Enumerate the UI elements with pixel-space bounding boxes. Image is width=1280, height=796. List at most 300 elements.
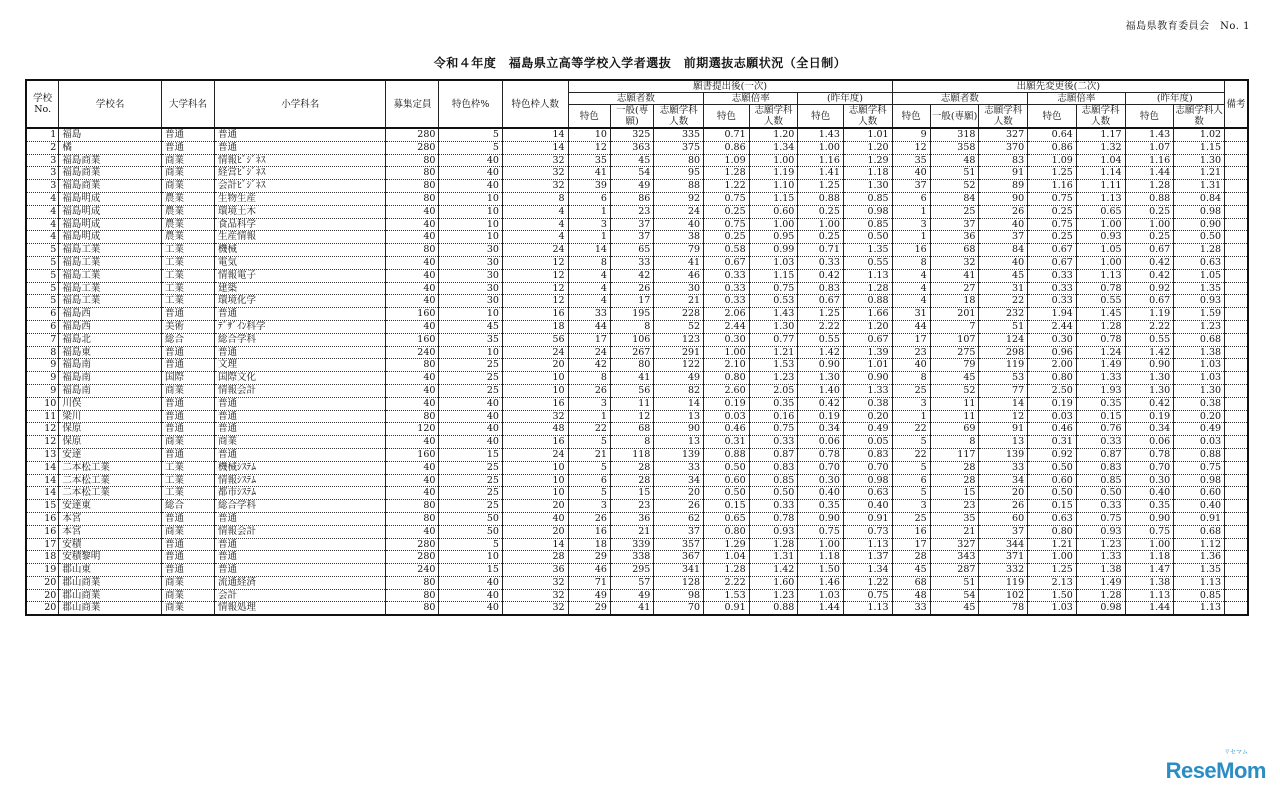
- table-cell: 1.13: [1076, 269, 1125, 282]
- table-cell: 52: [930, 384, 979, 397]
- table-cell: 56: [502, 333, 568, 346]
- table-cell: 118: [610, 448, 653, 461]
- table-cell: 情報ｼｽﾃﾑ: [214, 474, 386, 487]
- table-cell: 28: [892, 551, 930, 564]
- header-spec-num: 特色枠人数: [502, 80, 568, 128]
- table-cell: 25: [892, 384, 930, 397]
- table-cell: 13: [979, 436, 1028, 449]
- table-cell: 0.96: [1028, 346, 1077, 359]
- table-cell: 1.19: [1125, 308, 1174, 321]
- table-cell: 0.60: [749, 205, 798, 218]
- header-spec-pct: 特色枠%: [439, 80, 503, 128]
- table-cell: 40: [386, 372, 439, 385]
- table-cell: 1.25: [798, 180, 844, 193]
- table-cell: 24: [502, 448, 568, 461]
- table-cell: 普通: [162, 359, 215, 372]
- table-cell: 4: [568, 282, 610, 295]
- table-cell: 1.38: [1125, 576, 1174, 589]
- table-cell: 1.15: [1174, 141, 1225, 154]
- remarks-cell: [1225, 384, 1248, 397]
- table-cell: 26: [610, 282, 653, 295]
- table-cell: 1.35: [1174, 282, 1225, 295]
- table-cell: 0.03: [704, 410, 750, 423]
- table-cell: 1.13: [1174, 576, 1225, 589]
- table-cell: 0.25: [798, 231, 844, 244]
- table-cell: 287: [930, 564, 979, 577]
- header-ratio-1: 志願倍率: [704, 93, 798, 105]
- table-cell: 1.18: [798, 551, 844, 564]
- table-cell: 1.20: [843, 141, 892, 154]
- table-cell: 122: [654, 359, 704, 372]
- table-cell: 41: [568, 167, 610, 180]
- header-shiganka: 志願学科人数: [979, 105, 1028, 129]
- table-cell: 1.34: [843, 564, 892, 577]
- table-cell: 12: [26, 423, 59, 436]
- table-cell: 45: [979, 269, 1028, 282]
- table-cell: 21: [654, 295, 704, 308]
- table-cell: 工業: [162, 487, 215, 500]
- table-cell: 22: [568, 423, 610, 436]
- table-cell: 6: [892, 192, 930, 205]
- table-cell: 8: [502, 192, 568, 205]
- table-cell: 0.40: [1174, 500, 1225, 513]
- header-tokushoku: 特色: [1125, 105, 1174, 129]
- table-cell: 5: [26, 295, 59, 308]
- table-cell: 29: [568, 602, 610, 615]
- table-cell: 77: [979, 384, 1028, 397]
- table-cell: 40: [439, 410, 503, 423]
- table-cell: 0.42: [1125, 397, 1174, 410]
- table-cell: 358: [930, 141, 979, 154]
- table-cell: 0.83: [1076, 461, 1125, 474]
- table-cell: 普通: [162, 423, 215, 436]
- table-cell: 1.53: [704, 589, 750, 602]
- table-cell: 二本松工業: [59, 487, 162, 500]
- table-cell: 9: [892, 128, 930, 141]
- table-row: [26, 474, 1248, 487]
- table-cell: 1: [568, 205, 610, 218]
- table-cell: 商業: [214, 436, 386, 449]
- remarks-cell: [1225, 602, 1248, 615]
- table-cell: 0.46: [1028, 423, 1077, 436]
- table-cell: 国際文化: [214, 372, 386, 385]
- table-cell: 普通: [214, 551, 386, 564]
- issuer-label: 福島県教育委員会 No. 1: [1125, 21, 1250, 32]
- table-cell: 10: [502, 474, 568, 487]
- table-cell: 1.30: [749, 320, 798, 333]
- table-cell: 普通: [162, 141, 215, 154]
- table-cell: 二本松工業: [59, 474, 162, 487]
- table-cell: 51: [930, 167, 979, 180]
- table-cell: 0.93: [1076, 231, 1125, 244]
- table-row: [26, 500, 1248, 513]
- table-cell: 安積黎明: [59, 551, 162, 564]
- table-cell: 0.98: [1076, 602, 1125, 615]
- table-cell: 37: [979, 231, 1028, 244]
- table-cell: 139: [654, 448, 704, 461]
- table-cell: 1: [26, 128, 59, 141]
- table-cell: 44: [568, 320, 610, 333]
- table-cell: 0.33: [1076, 500, 1125, 513]
- remarks-cell: [1225, 551, 1248, 564]
- table-cell: 総合学科: [214, 333, 386, 346]
- table-cell: 0.67: [1125, 244, 1174, 257]
- table-cell: 1.28: [1174, 244, 1225, 257]
- remarks-cell: [1225, 256, 1248, 269]
- table-cell: 1: [892, 410, 930, 423]
- table-cell: 33: [568, 308, 610, 321]
- table-cell: 0.16: [749, 410, 798, 423]
- table-cell: 40: [386, 525, 439, 538]
- table-cell: 普通: [162, 346, 215, 359]
- table-cell: 保原: [59, 436, 162, 449]
- table-cell: 1.03: [749, 256, 798, 269]
- table-cell: 0.91: [704, 602, 750, 615]
- table-cell: 295: [610, 564, 653, 577]
- table-cell: 0.19: [1125, 410, 1174, 423]
- table-cell: 0.78: [1076, 282, 1125, 295]
- table-cell: 0.93: [1174, 295, 1225, 308]
- table-cell: 0.33: [749, 500, 798, 513]
- table-cell: 107: [930, 333, 979, 346]
- table-body: [26, 128, 1248, 615]
- table-cell: 0.38: [1174, 397, 1225, 410]
- table-cell: 24: [568, 346, 610, 359]
- table-cell: 1.25: [1028, 564, 1077, 577]
- table-cell: 2.22: [704, 576, 750, 589]
- table-cell: 80: [386, 359, 439, 372]
- table-cell: 1.33: [843, 384, 892, 397]
- table-cell: 280: [386, 141, 439, 154]
- table-cell: 0.88: [1125, 192, 1174, 205]
- table-cell: 10: [439, 205, 503, 218]
- table-cell: 22: [892, 448, 930, 461]
- table-cell: 1.29: [843, 154, 892, 167]
- table-cell: 1.60: [749, 576, 798, 589]
- table-cell: 総合: [162, 500, 215, 513]
- table-cell: 5: [439, 141, 503, 154]
- table-cell: 40: [386, 269, 439, 282]
- table-cell: 14: [502, 141, 568, 154]
- table-cell: 1.28: [704, 564, 750, 577]
- table-cell: 40: [386, 474, 439, 487]
- table-cell: 工業: [162, 269, 215, 282]
- header-school-name: 学校名: [59, 80, 162, 128]
- table-cell: 83: [979, 154, 1028, 167]
- table-cell: 商業: [162, 436, 215, 449]
- table-cell: 20: [654, 487, 704, 500]
- table-cell: 福島南: [59, 384, 162, 397]
- table-cell: 33: [654, 461, 704, 474]
- table-cell: 25: [930, 205, 979, 218]
- table-cell: 338: [610, 551, 653, 564]
- table-cell: 1.00: [1076, 256, 1125, 269]
- table-row: [26, 320, 1248, 333]
- table-cell: 0.98: [843, 474, 892, 487]
- table-cell: 339: [610, 538, 653, 551]
- table-cell: 60: [979, 512, 1028, 525]
- table-cell: 49: [610, 180, 653, 193]
- table-cell: 0.63: [1174, 256, 1225, 269]
- table-cell: 84: [979, 244, 1028, 257]
- table-cell: 128: [654, 576, 704, 589]
- table-cell: 0.70: [1125, 461, 1174, 474]
- table-cell: 0.34: [798, 423, 844, 436]
- header-ippan: 一般(専願): [930, 105, 979, 129]
- table-cell: 1.21: [1028, 538, 1077, 551]
- table-cell: 62: [654, 512, 704, 525]
- table-cell: 327: [979, 128, 1028, 141]
- table-cell: 1.09: [704, 154, 750, 167]
- table-cell: 40: [439, 154, 503, 167]
- remarks-cell: [1225, 192, 1248, 205]
- header-capacity: 募集定員: [386, 80, 439, 128]
- table-cell: 0.50: [843, 231, 892, 244]
- table-cell: 0.93: [749, 525, 798, 538]
- remarks-cell: [1225, 576, 1248, 589]
- table-cell: 39: [568, 180, 610, 193]
- header-lastyear-2: (昨年度): [1125, 93, 1225, 105]
- remarks-cell: [1225, 538, 1248, 551]
- table-cell: 40: [386, 231, 439, 244]
- header-applicants-1: 志願者数: [568, 93, 704, 105]
- table-cell: 1.23: [1174, 320, 1225, 333]
- table-header: [26, 80, 1248, 128]
- table-cell: 42: [568, 359, 610, 372]
- table-cell: 24: [502, 244, 568, 257]
- table-cell: 川俣: [59, 397, 162, 410]
- table-cell: 普通: [162, 448, 215, 461]
- table-cell: 普通: [162, 410, 215, 423]
- table-cell: 2.22: [1125, 320, 1174, 333]
- table-cell: 0.60: [1174, 487, 1225, 500]
- table-cell: 橘: [59, 141, 162, 154]
- table-cell: 80: [386, 602, 439, 615]
- table-cell: 0.33: [749, 436, 798, 449]
- table-cell: 1: [892, 231, 930, 244]
- table-cell: 0.67: [798, 295, 844, 308]
- table-cell: 35: [568, 154, 610, 167]
- table-cell: 40: [439, 576, 503, 589]
- table-cell: 341: [654, 564, 704, 577]
- table-cell: 325: [610, 128, 653, 141]
- table-cell: 5: [892, 461, 930, 474]
- table-cell: 15: [439, 564, 503, 577]
- table-cell: 91: [979, 423, 1028, 436]
- table-cell: 40: [892, 359, 930, 372]
- table-cell: 1.38: [1076, 564, 1125, 577]
- table-cell: 0.42: [1125, 269, 1174, 282]
- table-cell: 1.01: [843, 128, 892, 141]
- table-cell: 20: [502, 500, 568, 513]
- table-cell: 10: [26, 397, 59, 410]
- table-cell: 福島西: [59, 320, 162, 333]
- table-cell: 0.85: [749, 474, 798, 487]
- table-cell: 18: [502, 320, 568, 333]
- table-cell: 1.40: [798, 384, 844, 397]
- table-cell: 52: [930, 180, 979, 193]
- table-cell: 1.15: [749, 192, 798, 205]
- table-cell: 1.22: [843, 576, 892, 589]
- table-cell: 25: [439, 500, 503, 513]
- table-cell: 1.13: [843, 538, 892, 551]
- table-cell: 50: [439, 525, 503, 538]
- table-cell: 16: [502, 308, 568, 321]
- table-cell: 9: [26, 384, 59, 397]
- table-cell: 0.38: [843, 397, 892, 410]
- table-cell: 363: [610, 141, 653, 154]
- table-cell: 国際: [162, 372, 215, 385]
- table-cell: 5: [892, 436, 930, 449]
- table-cell: 37: [654, 525, 704, 538]
- remarks-cell: [1225, 320, 1248, 333]
- table-cell: 福島工業: [59, 282, 162, 295]
- table-cell: 商業: [162, 589, 215, 602]
- table-cell: 0.15: [1076, 410, 1125, 423]
- table-cell: 30: [439, 282, 503, 295]
- table-cell: 40: [386, 218, 439, 231]
- remarks-cell: [1225, 436, 1248, 449]
- table-cell: 24: [654, 205, 704, 218]
- header-lastyear-1: (昨年度): [798, 93, 892, 105]
- table-cell: 28: [610, 461, 653, 474]
- table-row: [26, 154, 1248, 167]
- table-cell: 5: [26, 282, 59, 295]
- table-cell: 安達: [59, 448, 162, 461]
- table-cell: 1.59: [1174, 308, 1225, 321]
- table-cell: 福島北: [59, 333, 162, 346]
- table-cell: 1.42: [798, 346, 844, 359]
- table-cell: 1.23: [749, 589, 798, 602]
- table-cell: 14: [502, 538, 568, 551]
- table-cell: 8: [568, 372, 610, 385]
- table-cell: 普通: [162, 551, 215, 564]
- table-cell: 13: [654, 436, 704, 449]
- remarks-cell: [1225, 461, 1248, 474]
- remarks-cell: [1225, 448, 1248, 461]
- table-cell: 0.90: [843, 372, 892, 385]
- table-cell: 31: [892, 308, 930, 321]
- table-cell: 0.19: [704, 397, 750, 410]
- table-cell: 商業: [162, 154, 215, 167]
- table-cell: 13: [654, 410, 704, 423]
- table-cell: 15: [610, 487, 653, 500]
- table-cell: 32: [502, 167, 568, 180]
- table-cell: 344: [979, 538, 1028, 551]
- table-cell: 梁川: [59, 410, 162, 423]
- table-cell: 0.67: [1125, 295, 1174, 308]
- table-cell: 1.13: [1125, 589, 1174, 602]
- table-cell: 2.44: [1028, 320, 1077, 333]
- table-cell: 0.25: [1125, 205, 1174, 218]
- table-cell: 1: [892, 205, 930, 218]
- table-cell: 4: [26, 231, 59, 244]
- table-cell: 45: [930, 602, 979, 615]
- table-cell: 70: [654, 602, 704, 615]
- table-cell: 0.06: [1125, 436, 1174, 449]
- table-cell: 0.42: [798, 269, 844, 282]
- table-cell: 0.30: [1125, 474, 1174, 487]
- table-cell: 1.44: [1125, 167, 1174, 180]
- table-cell: 普通: [162, 128, 215, 141]
- table-cell: 25: [439, 372, 503, 385]
- table-cell: 0.35: [1125, 500, 1174, 513]
- table-cell: 3: [892, 218, 930, 231]
- table-cell: 3: [26, 154, 59, 167]
- table-cell: 48: [930, 154, 979, 167]
- table-cell: 福島工業: [59, 244, 162, 257]
- table-cell: 普通: [214, 448, 386, 461]
- table-cell: 4: [892, 269, 930, 282]
- table-cell: 1.30: [1174, 154, 1225, 167]
- table-cell: 1.30: [1125, 372, 1174, 385]
- table-cell: 工業: [162, 295, 215, 308]
- table-cell: 1.28: [1076, 589, 1125, 602]
- table-row: [26, 525, 1248, 538]
- table-cell: 15: [930, 487, 979, 500]
- table-cell: 8: [26, 346, 59, 359]
- table-cell: 12: [610, 410, 653, 423]
- table-cell: 0.33: [798, 256, 844, 269]
- table-cell: 335: [654, 128, 704, 141]
- table-cell: 0.05: [843, 436, 892, 449]
- table-cell: 1.32: [1076, 141, 1125, 154]
- table-cell: 25: [439, 359, 503, 372]
- table-cell: 0.03: [1028, 410, 1077, 423]
- table-cell: 福島: [59, 128, 162, 141]
- table-cell: 商業: [162, 602, 215, 615]
- table-cell: 4: [26, 192, 59, 205]
- table-cell: 機械ｼｽﾃﾑ: [214, 461, 386, 474]
- table-cell: 普通: [214, 564, 386, 577]
- table-cell: 福島明成: [59, 205, 162, 218]
- table-cell: 367: [654, 551, 704, 564]
- table-cell: 工業: [162, 282, 215, 295]
- table-cell: 普通: [214, 538, 386, 551]
- table-cell: 12: [502, 282, 568, 295]
- table-cell: 福島商業: [59, 180, 162, 193]
- table-cell: 生物生産: [214, 192, 386, 205]
- header-shiganka: 志願学科人数: [1175, 105, 1223, 127]
- table-cell: 美術: [162, 320, 215, 333]
- watermark-sub: リセマム: [1224, 750, 1248, 756]
- table-cell: 9: [26, 359, 59, 372]
- table-cell: 0.33: [1028, 282, 1077, 295]
- table-cell: 40: [439, 423, 503, 436]
- table-cell: 0.75: [749, 423, 798, 436]
- table-cell: 6: [26, 308, 59, 321]
- remarks-cell: [1225, 154, 1248, 167]
- table-cell: 160: [386, 448, 439, 461]
- table-cell: 総合: [162, 333, 215, 346]
- table-cell: 21: [930, 525, 979, 538]
- table-cell: 80: [386, 410, 439, 423]
- table-cell: 40: [386, 256, 439, 269]
- table-cell: 農業: [162, 205, 215, 218]
- table-cell: 工業: [162, 244, 215, 257]
- header-group-second: 出願先変更後(二次): [892, 80, 1224, 93]
- table-cell: 1.00: [1125, 218, 1174, 231]
- table-cell: 0.86: [704, 141, 750, 154]
- table-cell: 情報電子: [214, 269, 386, 282]
- table-cell: 1.22: [704, 180, 750, 193]
- table-cell: 7: [26, 333, 59, 346]
- table-cell: 2.05: [749, 384, 798, 397]
- table-cell: 78: [979, 602, 1028, 615]
- table-cell: 工業: [162, 461, 215, 474]
- table-cell: 1.28: [1125, 180, 1174, 193]
- table-row: [26, 602, 1248, 615]
